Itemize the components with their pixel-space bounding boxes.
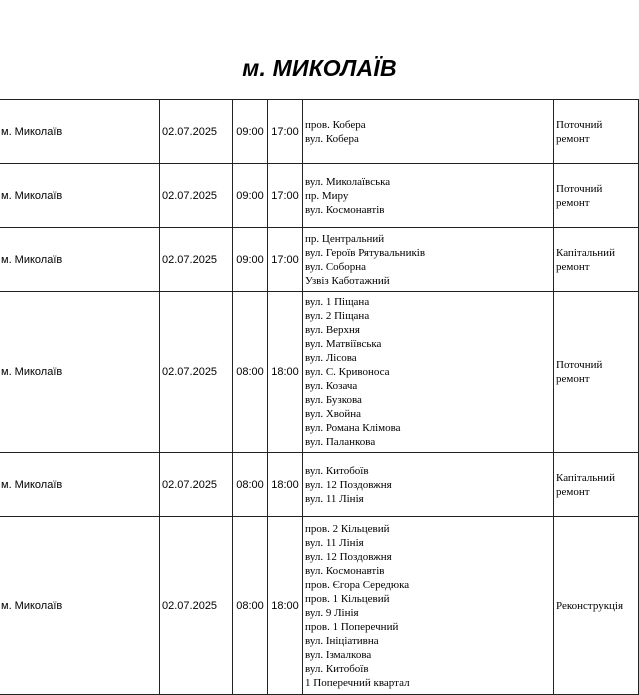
end-time-cell: 18:00 bbox=[268, 517, 303, 695]
street-item: пров. 2 Кільцевий bbox=[305, 522, 390, 535]
date-cell: 02.07.2025 bbox=[160, 517, 233, 695]
streets-cell bbox=[303, 164, 554, 228]
settlement-cell: м. Миколаїв bbox=[0, 100, 160, 164]
table-row bbox=[0, 100, 639, 164]
date-cell: 02.07.2025 bbox=[160, 100, 233, 164]
end-time-cell: 18:00 bbox=[268, 292, 303, 453]
start-time-cell: 08:00 bbox=[233, 292, 268, 453]
work-type-line: ремонт bbox=[556, 132, 590, 145]
start-time-cell: 09:00 bbox=[233, 164, 268, 228]
street-item: вул. Верхня bbox=[305, 324, 360, 336]
street-item: вул. Соборна bbox=[305, 260, 367, 273]
street-item: пров. Кобера bbox=[305, 118, 366, 131]
street-item: вул. 12 Поздовжня bbox=[305, 550, 392, 563]
start-time-cell: 08:00 bbox=[233, 453, 268, 517]
streets-cell bbox=[303, 517, 554, 695]
streets-cell bbox=[303, 228, 554, 292]
street-item: вул. 1 Піщана bbox=[305, 296, 370, 308]
street-item: вул. Космонавтів bbox=[305, 564, 385, 577]
settlement-cell: м. Миколаїв bbox=[0, 228, 160, 292]
street-item: пр. Миру bbox=[305, 189, 349, 202]
work-type-line: ремонт bbox=[556, 260, 590, 273]
street-item: вул. Козача bbox=[305, 380, 358, 392]
street-item: пров. 1 Поперечний bbox=[305, 620, 399, 633]
end-time-cell: 17:00 bbox=[268, 100, 303, 164]
date-cell: 02.07.2025 bbox=[160, 453, 233, 517]
street-item: вул. 2 Піщана bbox=[305, 310, 370, 322]
work-type-line: Поточний bbox=[556, 359, 603, 371]
work-type-cell bbox=[554, 292, 639, 453]
page-title: м. МИКОЛАЇВ bbox=[242, 55, 397, 81]
street-item: вул. Романа Клімова bbox=[305, 422, 401, 434]
start-time-cell: 09:00 bbox=[233, 100, 268, 164]
work-type-line: ремонт bbox=[556, 485, 590, 498]
street-item: вул. Китобоїв bbox=[305, 464, 369, 477]
work-type-line: Поточний bbox=[556, 182, 603, 195]
table-row bbox=[0, 453, 639, 517]
work-type-cell bbox=[554, 453, 639, 517]
street-item: пров. 1 Кільцевий bbox=[305, 592, 390, 605]
street-item: вул. 12 Поздовжня bbox=[305, 478, 392, 491]
date-cell: 02.07.2025 bbox=[160, 292, 233, 453]
street-item: вул. 11 Лінія bbox=[305, 536, 364, 549]
settlement-cell: м. Миколаїв bbox=[0, 292, 160, 453]
street-item: вул. Ініціативна bbox=[305, 634, 379, 647]
street-item: вул. Космонавтів bbox=[305, 203, 385, 216]
start-time-cell: 08:00 bbox=[233, 517, 268, 695]
work-type-cell bbox=[554, 164, 639, 228]
street-item: вул. Кобера bbox=[305, 132, 359, 145]
street-item: вул. Хвойна bbox=[305, 408, 362, 420]
street-item: вул. Лісова bbox=[305, 352, 357, 364]
street-item: вул. Китобоїв bbox=[305, 662, 369, 675]
street-item: пр. Центральний bbox=[305, 232, 385, 245]
street-item: вул. Бузкова bbox=[305, 394, 362, 406]
work-type-line: ремонт bbox=[556, 373, 590, 385]
street-item: вул. Ізмалкова bbox=[305, 648, 372, 661]
work-type-line: Поточний bbox=[556, 118, 603, 131]
street-item: вул. С. Кривоноса bbox=[305, 366, 390, 378]
work-type-cell bbox=[554, 100, 639, 164]
table-row bbox=[0, 228, 639, 292]
street-item: вул. 11 Лінія bbox=[305, 492, 364, 505]
streets-cell bbox=[303, 453, 554, 517]
street-item: вул. Миколаївська bbox=[305, 175, 391, 188]
work-type-cell bbox=[554, 517, 639, 695]
end-time-cell: 18:00 bbox=[268, 453, 303, 517]
street-item: вул. Героїв Рятувальників bbox=[305, 246, 426, 259]
street-item: вул. Паланкова bbox=[305, 436, 376, 448]
street-item: вул. 9 Лінія bbox=[305, 606, 359, 619]
street-item: вул. Матвіївська bbox=[305, 338, 382, 350]
start-time-cell: 09:00 bbox=[233, 228, 268, 292]
settlement-cell: м. Миколаїв bbox=[0, 164, 160, 228]
work-type-line: Капітальний bbox=[556, 246, 615, 259]
table-row bbox=[0, 517, 639, 695]
settlement-cell: м. Миколаїв bbox=[0, 453, 160, 517]
street-item: 1 Поперечний квартал bbox=[305, 676, 410, 689]
streets-cell bbox=[303, 292, 554, 453]
table-row bbox=[0, 292, 639, 453]
end-time-cell: 17:00 bbox=[268, 164, 303, 228]
street-item: пров. Єгора Середюка bbox=[305, 578, 410, 591]
outage-schedule-table bbox=[0, 99, 639, 695]
settlement-cell: м. Миколаїв bbox=[0, 517, 160, 695]
date-cell: 02.07.2025 bbox=[160, 164, 233, 228]
table-row bbox=[0, 164, 639, 228]
streets-cell bbox=[303, 100, 554, 164]
date-cell: 02.07.2025 bbox=[160, 228, 233, 292]
work-type-cell bbox=[554, 228, 639, 292]
work-type-line: ремонт bbox=[556, 196, 590, 209]
work-type-line: Капітальний bbox=[556, 471, 615, 484]
work-type-line: Реконструкція bbox=[556, 599, 624, 612]
end-time-cell: 17:00 bbox=[268, 228, 303, 292]
street-item: Узвіз Каботажний bbox=[305, 274, 390, 287]
